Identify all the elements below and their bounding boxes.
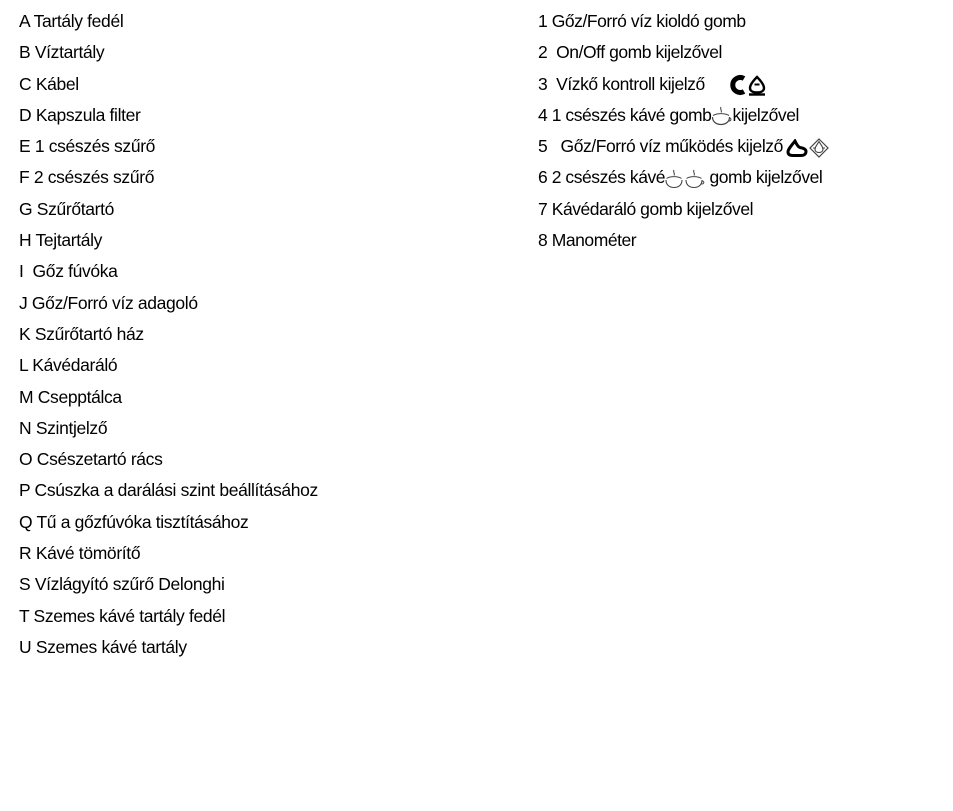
part-item-r [19, 538, 489, 569]
part-letter: O [19, 449, 33, 470]
control-text: Gőz/Forró víz működés kijelző [551, 136, 783, 157]
part-letter: K [19, 323, 31, 344]
controls-list [538, 6, 948, 256]
part-name: Szintjelző [35, 417, 108, 438]
part-letter: Q [19, 511, 33, 532]
control-item-3 [538, 69, 948, 100]
control-text: Vízkő kontroll kijelző [551, 73, 705, 94]
control-text: On/Off gomb kijelzővel [551, 42, 722, 63]
part-letter: N [19, 417, 32, 438]
part-item-c [19, 69, 489, 100]
part-name: Kapszula filter [35, 104, 141, 125]
part-letter: M [19, 386, 34, 407]
part-name: Csészetartó rács [36, 449, 163, 470]
part-letter: P [19, 480, 31, 501]
control-number: 7 [538, 198, 548, 219]
control-number: 8 [538, 230, 548, 251]
part-item-s [19, 569, 489, 600]
part-item-i [19, 256, 489, 287]
part-item-e [19, 131, 489, 162]
part-letter: C [19, 73, 32, 94]
part-name: Tejtartály [35, 230, 103, 251]
part-item-l [19, 350, 489, 381]
part-item-t [19, 601, 489, 632]
control-number: 1 [538, 11, 548, 31]
part-item-u [19, 632, 489, 663]
control-item-5 [538, 131, 948, 162]
control-text: Gőz/Forró víz kioldó gomb [551, 11, 746, 31]
part-name: Kávédaráló [32, 355, 118, 376]
part-item-n [19, 413, 489, 444]
part-name: Szűrőtartó ház [34, 323, 144, 344]
part-name: Kábel [35, 73, 79, 94]
control-number: 6 [538, 167, 548, 188]
part-name: Csepptálca [37, 386, 122, 407]
control-number: 5 [538, 136, 548, 157]
part-item-d [19, 100, 489, 131]
part-item-b [19, 37, 489, 68]
part-name: Víztartály [34, 42, 105, 63]
control-item-4 [538, 100, 948, 131]
part-letter: R [19, 543, 32, 564]
control-text: Manométer [551, 230, 637, 251]
part-name: 1 csészés szűrő [34, 136, 156, 157]
part-name: 2 csészés szűrő [33, 167, 155, 188]
part-letter: H [19, 230, 32, 251]
part-item-j [19, 288, 489, 319]
double-cup-icon [665, 169, 705, 189]
part-name: Szűrőtartó [36, 198, 115, 219]
part-item-g [19, 194, 489, 225]
single-cup-icon [711, 106, 732, 126]
control-item-8 [538, 225, 948, 256]
control-number: 4 [538, 104, 548, 125]
part-item-q [19, 507, 489, 538]
part-letter: J [19, 292, 28, 313]
control-item-1 [538, 6, 948, 37]
part-name: Szemes kávé tartály [35, 636, 187, 657]
part-letter: D [19, 104, 32, 125]
control-item-7 [538, 194, 948, 225]
part-letter: B [19, 42, 31, 63]
part-item-h [19, 225, 489, 256]
part-name: Gőz/Forró víz adagoló [31, 292, 198, 313]
control-text-before: 2 csészés kávé [551, 167, 666, 188]
part-letter: E [19, 136, 31, 157]
control-text-after: gomb kijelzővel [705, 167, 823, 188]
hot-water-icon [808, 138, 830, 158]
control-text-after: kijelzővel [732, 104, 799, 125]
descale-icon [727, 74, 769, 96]
part-letter: G [19, 198, 33, 219]
part-item-k [19, 319, 489, 350]
part-name: Tartály fedél [33, 11, 124, 31]
part-letter: S [19, 574, 31, 595]
part-item-m [19, 382, 489, 413]
part-item-a [19, 6, 489, 37]
part-name: Vízlágyító szűrő Delonghi [34, 574, 225, 595]
control-item-6 [538, 162, 948, 193]
part-letter: L [19, 355, 28, 376]
part-item-f [19, 162, 489, 193]
part-letter: T [19, 605, 30, 626]
control-number: 3 [538, 73, 548, 94]
part-name: Kávé tömörítő [35, 543, 141, 564]
control-number: 2 [538, 42, 548, 63]
control-text: Kávédaráló gomb kijelzővel [551, 198, 754, 219]
part-letter: I [19, 261, 24, 282]
part-letter: U [19, 636, 32, 657]
steam-drop-icon [786, 139, 808, 157]
part-name: Tű a gőzfúvóka tisztításához [36, 511, 249, 532]
part-letter: A [19, 11, 30, 31]
parts-list [19, 6, 489, 663]
part-name: Szemes kávé tartály fedél [33, 605, 226, 626]
part-letter: F [19, 167, 30, 188]
part-name: Csúszka a darálási szint beállításához [34, 480, 318, 501]
control-text-before: 1 csészés kávé gomb [551, 104, 712, 125]
control-item-2 [538, 37, 948, 68]
part-item-p [19, 475, 489, 506]
part-item-o [19, 444, 489, 475]
part-name: Gőz fúvóka [28, 261, 118, 282]
